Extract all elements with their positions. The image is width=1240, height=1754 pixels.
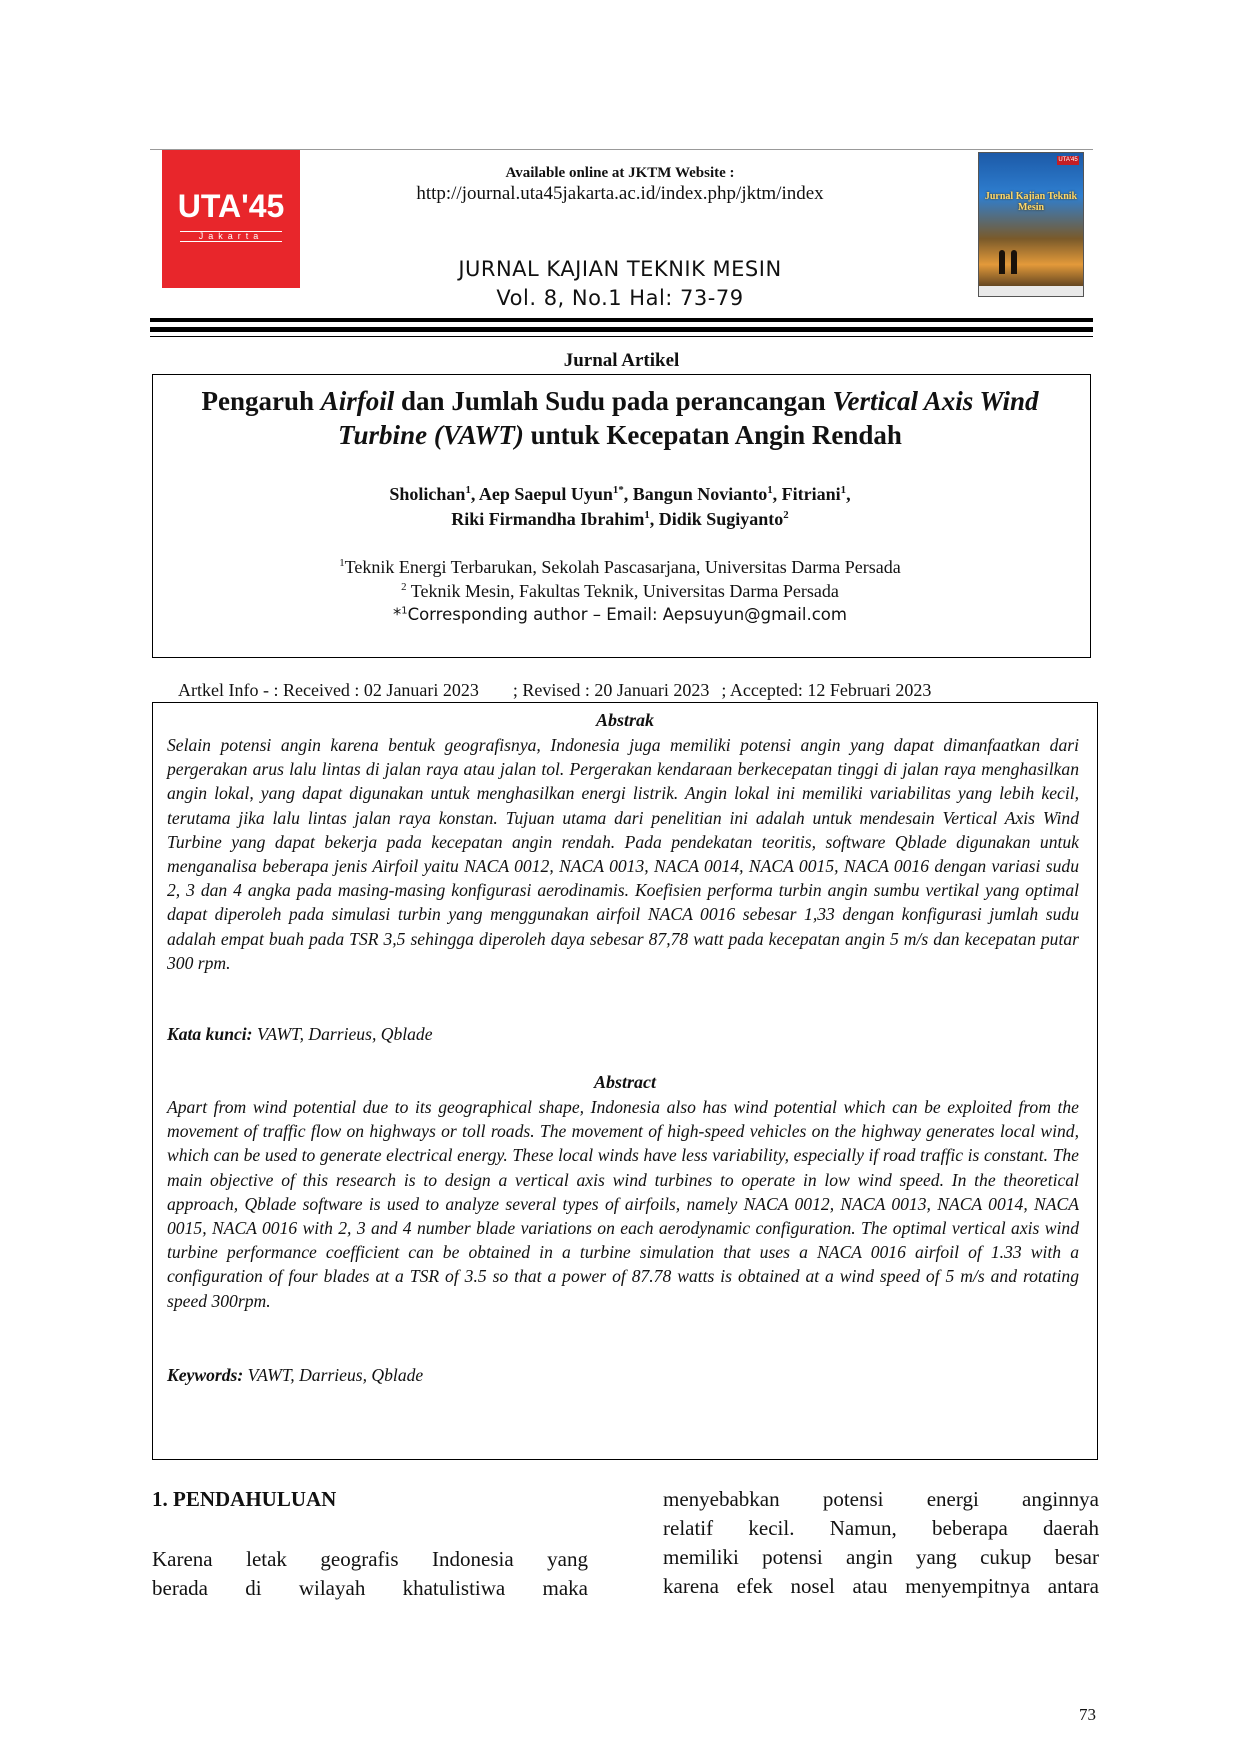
accepted-date: ; Accepted: 12 Februari 2023 xyxy=(721,680,932,700)
journal-name: JURNAL KAJIAN TEKNIK MESIN xyxy=(458,257,782,281)
body-left-column: Karena letak geografis Indonesia yang berada di wilayah khatulistiwa maka xyxy=(152,1547,588,1600)
article-type-label: Jurnal Artikel xyxy=(563,350,680,371)
header-rule xyxy=(150,336,1093,337)
cover-badge: UTA'45 xyxy=(1058,157,1078,163)
abstrak-text: Selain potensi angin karena bentuk geografisnya, Indonesia juga memiliki potensi angin yang dapat dimanfaatkan dari pergerakan arus lalu lintas di jalan raya atau jalan tol. Pergerakan kendaraan berkecepatan tinggi di jalan raya menghasilkan angin lokal, yang dapat digunakan untuk menghasilkan energi listrik. Angin lokal ini memiliki variabilitas yang lebih kecil, terutama jika lalu lintas jalan raya konstan. Tujuan utama dari penelitian ini adalah untuk mendesain Vertical Axis Wind Turbine yang dapat bekerja pada kecepatan angin rendah. Pada pendekatan teoritis, software Qblade digunakan untuk menganalisa beberapa jenis Airfoil yaitu NACA 0012, NACA 0013, NACA 0014, NACA 0015, NACA 0016 dengan variasi sudu 2, 3 dan 4 angka pada masing-masing konfigurasi aerodinamis. Koefisien performa turbin angin sumbu vertikal yang optimal dapat diperoleh pada simulasi turbin yang menggunakan airfoil NACA 0016 sebesar 1,33 dengan konfigurasi jumlah sudu adalah empat buah pada TSR 3,5 sehingga diperoleh daya sebesar 87,78 watt pada kecepatan angin 5 m/s dan kecepatan putar 300 rpm. xyxy=(167,735,1079,973)
received-date: Artkel Info - : Received : 02 Januari 2023 xyxy=(178,680,479,700)
abstract-text: Apart from wind potential due to its geographical shape, Indonesia also has wind potential which can be exploited from the movement of traffic flow on highways or toll roads. The movement of high-speed vehicles on the highway generates local wind, which can be used to generate electrical energy. These local winds have less variability, especially if road traffic is constant. The main objective of this research is to design a vertical axis wind turbines to operate in low wind speed. In the theoretical approach, Qblade software is used to analyze several types of airfoils, namely NACA 0012, NACA 0013, NACA 0014, NACA 0015, NACA 0016 with 2, 3 and 4 number blade variations on each aerodynamic configuration. The optimal vertical axis wind turbine performance coefficient can be obtained in a turbine simulation that uses a NACA 0016 airfoil of 1.33 with a configuration of four blades at a TSR of 3.5 so that a power of 87.78 watts is obtained at a wind speed of 5 m/s and rotating speed 300rpm. xyxy=(167,1097,1079,1311)
section-heading: 1. PENDAHULUAN xyxy=(152,1487,337,1511)
author-list: Sholichan$^1$, Aep Saepul Uyun$^{1*}$, Bangun Novianto$^1$, Fitriani$^1$, Riki Firmandha Ibrahim$^1$, Didik Sugiyanto$^2$ xyxy=(389,484,851,529)
abstract-heading: Abstract xyxy=(593,1072,656,1092)
header-rule xyxy=(150,327,1093,332)
logo-subtext: Jakarta xyxy=(180,231,282,242)
body-right-column: menyebabkan potensi energi anginnya relatif kecil. Namun, beberapa daerah memiliki potensi angin yang cukup besar karena efek nosel atau menyempitnya antara xyxy=(663,1487,1099,1598)
logo-text: UTA'45 xyxy=(177,188,285,224)
affiliation-2: $^2$ Teknik Mesin, Fakultas Teknik, Universitas Darma Persada xyxy=(401,581,839,601)
page-number: 73 xyxy=(1079,1705,1096,1724)
cover-figure-icon xyxy=(1011,250,1017,274)
abstrak-heading: Abstrak xyxy=(595,710,655,730)
cover-figure-icon xyxy=(999,250,1005,274)
article-title: Pengaruh Airfoil dan Jumlah Sudu pada perancangan Vertical Axis Wind Turbine (VAWT) untuk Kecepatan Angin Rendah xyxy=(201,386,1039,450)
cover-barcode-strip xyxy=(979,286,1083,296)
kata-kunci: Kata kunci: VAWT, Darrieus, Qblade xyxy=(167,1024,433,1044)
header-rule xyxy=(150,318,1093,322)
journal-url[interactable]: http://journal.uta45jakarta.ac.id/index.php/jktm/index xyxy=(416,183,824,204)
keywords: Keywords: VAWT, Darrieus, Qblade xyxy=(167,1365,424,1385)
cover-title: Jurnal Kajian Teknik Mesin xyxy=(984,191,1078,213)
journal-volume: Vol. 8, No.1 Hal: 73-79 xyxy=(496,286,744,310)
article-info-line xyxy=(178,680,1078,701)
affiliation-1: $^1$Teknik Energi Terbarukan, Sekolah Pascasarjana, Universitas Darma Persada xyxy=(339,557,901,577)
revised-date: ; Revised : 20 Januari 2023 xyxy=(512,680,710,700)
corresponding-author: *$^1$Corresponding author – Email: Aepsuyun@gmail.com xyxy=(393,605,847,624)
uta45-logo xyxy=(162,150,300,288)
journal-cover-image xyxy=(978,152,1084,297)
available-online-label: Available online at JKTM Website : xyxy=(505,165,735,181)
affiliations xyxy=(170,555,1070,627)
